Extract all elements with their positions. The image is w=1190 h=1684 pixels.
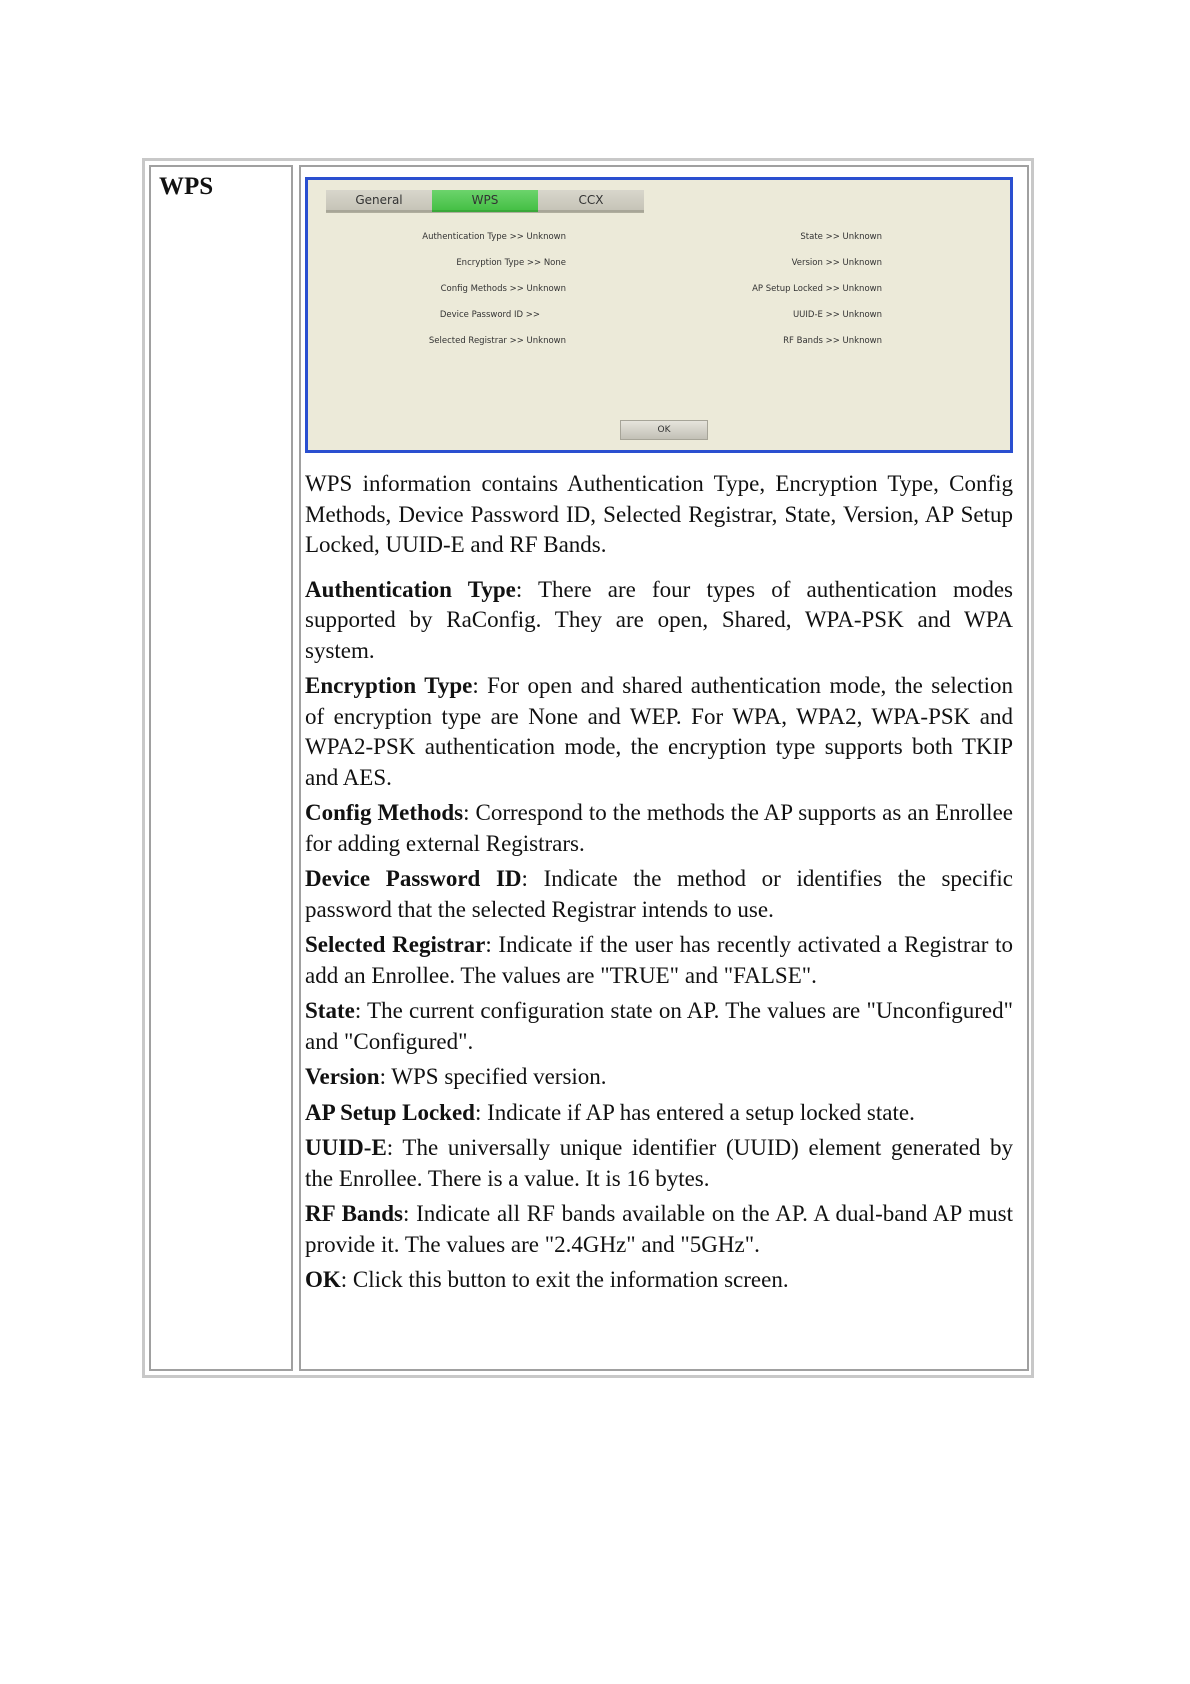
field-encryption-type: Encryption Type >> None — [456, 258, 566, 268]
definition-paragraph — [305, 930, 1013, 991]
definition-term: AP Setup Locked — [305, 1099, 475, 1125]
definition-paragraph — [305, 1199, 1013, 1260]
definition-term: Config Methods — [305, 800, 464, 825]
definition-paragraph — [305, 864, 1013, 925]
definition-text: : For open and shared authentication mode, the selection of encryption type are None and WEP. For WPA, WPA2, WPA-PSK and WPA2-PSK authentication mode, the encryption type supports both TKIP and AES. — [305, 673, 1013, 790]
definition-term: State — [305, 998, 355, 1023]
intro-paragraph: WPS information contains Authentication Type, Encryption Type, Config Methods, Device Password ID, Selected Registrar, State, Version, AP Setup Locked, UUID-E and RF Bands. — [305, 471, 1013, 557]
row-label: WPS — [159, 173, 214, 200]
tab-divider — [326, 212, 644, 213]
label-cell — [149, 165, 293, 1371]
definition-paragraph — [305, 798, 1013, 859]
definition-paragraph — [305, 1098, 1013, 1129]
field-rf-bands: RF Bands >> Unknown — [783, 336, 882, 346]
definition-paragraph — [305, 575, 1013, 667]
definition-term: Device Password ID — [305, 866, 522, 891]
definition-term: Authentication Type — [305, 576, 516, 602]
field-state: State >> Unknown — [800, 232, 882, 242]
definition-term: UUID-E — [305, 1135, 387, 1160]
definition-text: : Correspond to the methods the AP supports as an Enrollee for adding external Registrars. — [305, 800, 1013, 856]
wps-screenshot-panel — [305, 177, 1013, 453]
definition-term: OK — [305, 1267, 341, 1292]
tab-general[interactable]: General — [326, 190, 432, 212]
tab-bar — [326, 190, 644, 212]
ok-button[interactable]: OK — [620, 420, 708, 440]
definition-text: : Indicate the method or identifies the specific password that the selected Registrar intends to use. — [305, 866, 1013, 922]
wps-table — [142, 158, 1034, 1378]
definition-text: : Click this button to exit the information screen. — [340, 1267, 789, 1292]
definition-term: Encryption Type — [305, 673, 473, 698]
field-device-password-id: Device Password ID >> — [439, 310, 540, 320]
definition-paragraph — [305, 996, 1013, 1057]
field-config-methods: Config Methods >> Unknown — [440, 284, 566, 294]
definition-text: : Indicate if the user has recently activated a Registrar to add an Enrollee. The values are "TRUE" and "FALSE". — [305, 932, 1013, 988]
definition-term: RF Bands — [305, 1201, 403, 1226]
definition-paragraph — [305, 1265, 1013, 1296]
field-selected-registrar: Selected Registrar >> Unknown — [428, 336, 566, 346]
field-version: Version >> Unknown — [791, 258, 882, 268]
definition-text: : Indicate if AP has entered a setup locked state. — [474, 1099, 915, 1125]
definition-text: : The universally unique identifier (UUID) element generated by the Enrollee. There is a value. It is 16 bytes. — [305, 1135, 1013, 1191]
definition-text: : WPS specified version. — [379, 1064, 607, 1089]
tab-wps[interactable]: WPS — [432, 190, 538, 212]
definition-term: Version — [305, 1064, 380, 1089]
definition-text: : The current configuration state on AP. The values are "Unconfigured" and "Configured". — [305, 998, 1013, 1054]
definition-paragraph — [305, 671, 1013, 793]
tab-ccx[interactable]: CCX — [538, 190, 644, 212]
field-authentication-type: Authentication Type >> Unknown — [422, 232, 566, 242]
definition-text: : Indicate all RF bands available on the AP. A dual-band AP must provide it. The values are "2.4GHz" and "5GHz". — [305, 1201, 1013, 1257]
field-ap-setup-locked: AP Setup Locked >> Unknown — [752, 284, 882, 294]
field-uuid-e: UUID-E >> Unknown — [792, 310, 882, 320]
definition-text: : There are four types of authentication modes supported by RaConfig. They are open, Shared, WPA-PSK and WPA system. — [305, 576, 1014, 663]
description-body — [305, 469, 1013, 1301]
definition-paragraph — [305, 1133, 1013, 1194]
definition-term: Selected Registrar — [305, 932, 486, 957]
definition-paragraph — [305, 1062, 1013, 1093]
